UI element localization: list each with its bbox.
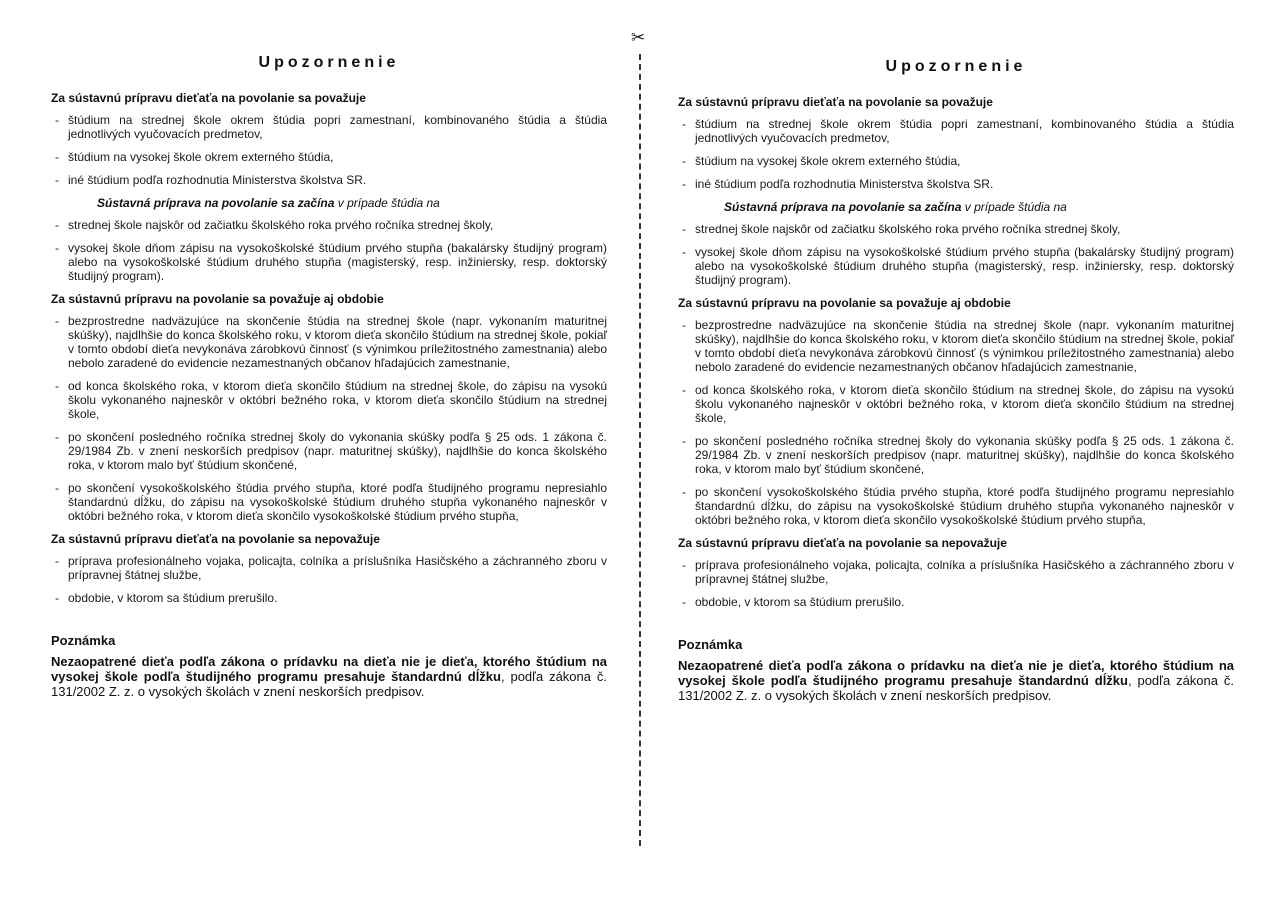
list-item: - po skončení vysokoškolského štúdia prvého stupňa, ktoré podľa študijného programu nepresiahlo štandardnú dĺžku, do zápisu na vysokoškolské štúdium druhého stupňa vykonaného najneskôr v októbri bežného roka, v ktorom dieťa skončilo vysokoškolské štúdium prvého stupňa, — [51, 481, 607, 523]
list-start — [51, 218, 607, 283]
section-heading-considered: Za sústavnú prípravu dieťaťa na povolanie sa považuje — [51, 91, 366, 105]
section-heading-not-considered: Za sústavnú prípravu dieťaťa na povolanie sa nepovažuje — [51, 532, 380, 546]
note-text — [678, 658, 1234, 703]
section-heading-period: Za sústavnú prípravu na povolanie sa považuje aj obdobie — [678, 296, 1011, 310]
list-item: - bezprostredne nadväzujúce na skončenie štúdia na strednej škole (napr. vykonaním maturitnej skúšky), najdlhšie do konca školského roku, v ktorom dieťa skončilo štúdium na strednej škole, pokiaľ v tomto období dieťa nevykonáva zárobkovú činnosť (s výnimkou príležitostného zamestnania) alebo nebolo zaradené do evidencie nezamestnaných občanov hľadajúcich zamestnanie, — [678, 318, 1234, 374]
list-item: - strednej škole najskôr od začiatku školského roka prvého ročníka strednej školy, — [678, 222, 1234, 236]
subheading-start-bold: Sústavná príprava na povolanie sa začína — [97, 196, 335, 210]
scissors-icon: ✂ — [631, 28, 646, 48]
note-title: Poznámka — [51, 633, 116, 648]
list-not-considered — [51, 554, 607, 605]
list-item: - príprava profesionálneho vojaka, policajta, colníka a príslušníka Hasičského a záchranného zboru v prípravnej štátnej službe, — [678, 558, 1234, 586]
list-item: - vysokej škole dňom zápisu na vysokoškolské štúdium prvého stupňa (bakalársky študijný program) alebo na vysokoškolské štúdium druhého stupňa (magisterský, resp. inžiniersky, resp. doktorský študijný program). — [51, 241, 607, 283]
list-period — [678, 318, 1234, 527]
list-item: - vysokej škole dňom zápisu na vysokoškolské štúdium prvého stupňa (bakalársky študijný program) alebo na vysokoškolské štúdium druhého stupňa (magisterský, resp. inžiniersky, resp. doktorský študijný program). — [678, 245, 1234, 287]
note-text — [51, 654, 607, 699]
list-item: - bezprostredne nadväzujúce na skončenie štúdia na strednej škole (napr. vykonaním maturitnej skúšky), najdlhšie do konca školského roku, v ktorom dieťa skončilo štúdium na strednej škole, pokiaľ v tomto období dieťa nevykonáva zárobkovú činnosť (s výnimkou príležitostného zamestnania) alebo nebolo zaradené do evidencie nezamestnaných občanov hľadajúcich zamestnanie, — [51, 314, 607, 370]
note-text-bold: Nezaopatrené dieťa podľa zákona o prídavku na dieťa nie je dieťa, ktorého štúdium na vysokej škole podľa študijného programu presahuje štandardnú dĺžku — [678, 658, 1234, 688]
list-item: - od konca školského roka, v ktorom dieťa skončilo štúdium na strednej škole, do zápisu na vysokú školu vykonaného najneskôr v októbri bežného roka, v ktorom dieťa skončilo štúdium na strednej škole, — [51, 379, 607, 421]
list-item: - štúdium na vysokej škole okrem externého štúdia, — [51, 150, 607, 164]
list-considered — [51, 113, 607, 187]
list-item: - po skončení vysokoškolského štúdia prvého stupňa, ktoré podľa študijného programu nepresiahlo štandardnú dĺžku, do zápisu na vysokoškolské štúdium druhého stupňa vykonaného najneskôr v októbri bežného roka, v ktorom dieťa skončilo vysokoškolské štúdium prvého stupňa, — [678, 485, 1234, 527]
section-heading-period: Za sústavnú prípravu na povolanie sa považuje aj obdobie — [51, 292, 384, 306]
section-heading-not-considered: Za sústavnú prípravu dieťaťa na povolanie sa nepovažuje — [678, 536, 1007, 550]
list-not-considered — [678, 558, 1234, 609]
subheading-start-rest: v prípade štúdia na — [961, 200, 1067, 214]
note-title: Poznámka — [678, 637, 743, 652]
cut-line — [639, 54, 641, 846]
notice-panel-left — [51, 54, 607, 699]
list-item: - obdobie, v ktorom sa štúdium prerušilo. — [51, 591, 607, 605]
list-item: - po skončení posledného ročníka strednej školy do vykonania skúšky podľa § 25 ods. 1 zákona č. 29/1984 Zb. v znení neskorších predpisov (napr. maturitnej skúšky), najdlhšie do konca školského roka, v ktorom malo byť štúdium skončené, — [51, 430, 607, 472]
list-period — [51, 314, 607, 523]
list-start — [678, 222, 1234, 287]
subheading-start — [97, 196, 607, 210]
list-item: - štúdium na strednej škole okrem štúdia popri zamestnaní, kombinovaného štúdia a štúdia jednotlivých vyučovacích predmetov, — [51, 113, 607, 141]
note-text-rest: , podľa zákona č. 131/2002 Z. z. o vysokých školách v znení neskorších predpisov. — [51, 669, 607, 699]
subheading-start — [724, 200, 1234, 214]
list-item: - štúdium na vysokej škole okrem externého štúdia, — [678, 154, 1234, 168]
list-item: - strednej škole najskôr od začiatku školského roka prvého ročníka strednej školy, — [51, 218, 607, 232]
note-text-bold: Nezaopatrené dieťa podľa zákona o prídavku na dieťa nie je dieťa, ktorého štúdium na vysokej škole podľa študijného programu presahuje štandardnú dĺžku — [51, 654, 607, 684]
page-title: Upozornenie — [258, 54, 400, 71]
list-item: - iné štúdium podľa rozhodnutia Ministerstva školstva SR. — [678, 177, 1234, 191]
list-item: - štúdium na strednej škole okrem štúdia popri zamestnaní, kombinovaného štúdia a štúdia jednotlivých vyučovacích predmetov, — [678, 117, 1234, 145]
list-considered — [678, 117, 1234, 191]
list-item: - po skončení posledného ročníka strednej školy do vykonania skúšky podľa § 25 ods. 1 zákona č. 29/1984 Zb. v znení neskorších predpisov (napr. maturitnej skúšky), najdlhšie do konca školského roka, v ktorom malo byť štúdium skončené, — [678, 434, 1234, 476]
list-item: - obdobie, v ktorom sa štúdium prerušilo. — [678, 595, 1234, 609]
subheading-start-bold: Sústavná príprava na povolanie sa začína — [724, 200, 962, 214]
page-title: Upozornenie — [885, 58, 1027, 75]
list-item: - iné štúdium podľa rozhodnutia Ministerstva školstva SR. — [51, 173, 607, 187]
list-item: - od konca školského roka, v ktorom dieťa skončilo štúdium na strednej škole, do zápisu na vysokú školu vykonaného najneskôr v októbri bežného roka, v ktorom dieťa skončilo štúdium na strednej škole, — [678, 383, 1234, 425]
section-heading-considered: Za sústavnú prípravu dieťaťa na povolanie sa považuje — [678, 95, 993, 109]
note-text-rest: , podľa zákona č. 131/2002 Z. z. o vysokých školách v znení neskorších predpisov. — [678, 673, 1234, 703]
subheading-start-rest: v prípade štúdia na — [334, 196, 440, 210]
notice-panel-right — [678, 58, 1234, 703]
list-item: - príprava profesionálneho vojaka, policajta, colníka a príslušníka Hasičského a záchranného zboru v prípravnej štátnej službe, — [51, 554, 607, 582]
